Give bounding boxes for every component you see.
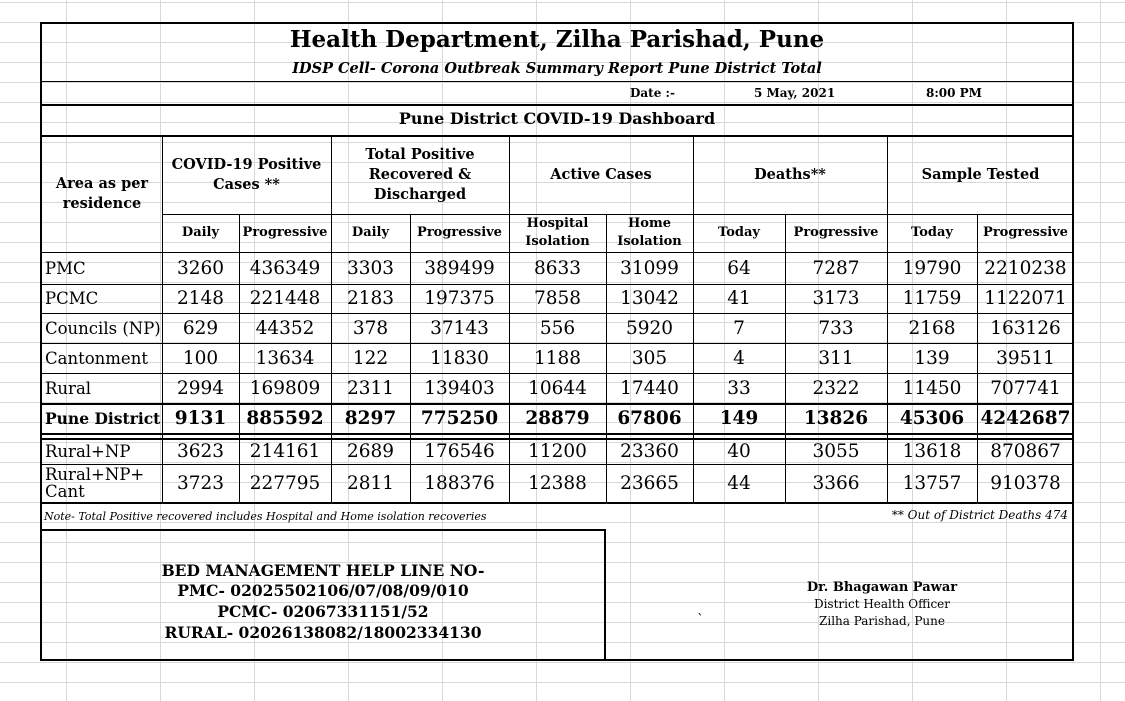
- subheader-today: Today: [718, 225, 760, 240]
- row-label: Rural+NP: [45, 442, 131, 461]
- table-cell: 2689: [346, 441, 395, 462]
- total-cell: 885592: [246, 408, 324, 429]
- date-label: Date :-: [630, 86, 675, 100]
- table-cell: 23665: [620, 472, 679, 494]
- total-cell: 13826: [803, 408, 869, 429]
- table-cell: 13618: [902, 441, 962, 462]
- table-cell: 3260: [176, 258, 225, 279]
- group-header-recovered: Total Positive Recovered & Discharged: [365, 145, 475, 203]
- row-label: PCMC: [45, 289, 99, 308]
- table-cell: 7287: [812, 258, 860, 279]
- report-subtitle: IDSP Cell- Corona Outbreak Summary Report Pune District Total: [292, 60, 822, 77]
- table-cell: 139403: [424, 377, 495, 399]
- helpline-rural: RURAL- 02026138082/18002334130: [164, 623, 482, 642]
- table-cell: 163126: [990, 317, 1061, 339]
- table-cell: 10644: [528, 377, 587, 399]
- dashboard-title: Pune District COVID-19 Dashboard: [398, 109, 716, 128]
- table-cell: 733: [818, 317, 854, 339]
- table-cell: 2311: [346, 377, 395, 399]
- table-cell: 12388: [528, 472, 587, 494]
- group-header-samples: Sample Tested: [921, 165, 1040, 183]
- subheader-progressive: Progressive: [983, 225, 1068, 240]
- table-cell: 64: [727, 258, 751, 279]
- row-label: Rural+NP+ Cant: [45, 465, 145, 501]
- table-cell: 4: [733, 347, 745, 369]
- total-bottom-line: [42, 433, 1072, 435]
- signature-block: [742, 579, 1022, 630]
- table-cell: 1122071: [984, 288, 1067, 309]
- table-cell: 100: [182, 347, 219, 369]
- table-cell: 122: [352, 347, 389, 369]
- total-cell: 67806: [617, 408, 682, 429]
- table-cell: 37143: [430, 317, 489, 339]
- table-cell: 39511: [996, 347, 1055, 369]
- total-cell: 8297: [344, 408, 397, 429]
- note-out-of-district: ** Out of District Deaths 474: [891, 508, 1068, 522]
- note-recovery: Note- Total Positive recovered includes Hospital and Home isolation recoveries: [44, 510, 487, 523]
- report-title: Health Department, Zilha Parishad, Pune: [289, 26, 825, 53]
- table-cell: 3366: [812, 472, 860, 494]
- table-cell: 31099: [620, 258, 679, 279]
- group-header-active: Active Cases: [550, 165, 652, 183]
- table-cell: 139: [914, 347, 950, 369]
- date-value: 5 May, 2021: [754, 86, 836, 100]
- subheader-today: Today: [911, 225, 953, 240]
- table-cell: 11450: [902, 377, 962, 399]
- group-header-positive: COVID-19 Positive Cases **: [171, 155, 322, 193]
- table-cell: 2148: [176, 288, 225, 309]
- helpline-box: [42, 529, 606, 661]
- table-cell: 707741: [990, 377, 1061, 399]
- table-cell: 169809: [249, 377, 321, 399]
- row-label: Rural: [45, 378, 92, 398]
- table-cell: 11759: [902, 288, 962, 309]
- subheader-progressive: Progressive: [417, 225, 502, 240]
- stray-mark: `: [697, 612, 704, 628]
- table-cell: 13757: [902, 472, 962, 494]
- table-cell: 3173: [812, 288, 860, 309]
- subheader-progressive: Progressive: [793, 225, 879, 240]
- table-cell: 19790: [902, 258, 962, 279]
- table-cell: 11830: [430, 347, 489, 369]
- group-header-deaths: Deaths**: [754, 165, 826, 183]
- subheader-daily: Daily: [351, 225, 390, 240]
- table-cell: 214161: [249, 441, 321, 462]
- table-cell: 23360: [620, 441, 679, 462]
- table-cell: 227795: [249, 472, 321, 494]
- table-cell: 2183: [346, 288, 395, 309]
- subheader-home-isolation: Home Isolation: [617, 216, 682, 249]
- table-cell: 2994: [176, 377, 225, 399]
- subheader-progressive: Progressive: [242, 225, 328, 240]
- header-divider: [42, 81, 1072, 82]
- table-cell: 44352: [255, 317, 315, 339]
- table-cell: 3723: [176, 472, 225, 494]
- table-cell: 8633: [533, 258, 582, 279]
- area-header: Area as per residence: [55, 174, 149, 212]
- table-cell: 197375: [424, 288, 495, 309]
- row-label: PMC: [45, 259, 86, 278]
- report-sheet: [40, 22, 1074, 661]
- signature-name: Dr. Bhagawan Pawar: [806, 580, 958, 595]
- table-cell: 13042: [620, 288, 679, 309]
- table-cell: 378: [352, 317, 389, 339]
- table-cell: 17440: [620, 377, 679, 399]
- table-cell: 44: [727, 472, 751, 494]
- table-cell: 629: [182, 317, 219, 339]
- table-bottom-line: [42, 502, 1072, 504]
- table-cell: 2811: [346, 472, 395, 494]
- table-cell: 556: [539, 317, 576, 339]
- table-cell: 33: [727, 377, 751, 399]
- table-cell: 3303: [346, 258, 395, 279]
- helpline-title: BED MANAGEMENT HELP LINE NO-: [161, 561, 485, 580]
- signature-office: Zilha Parishad, Pune: [819, 614, 945, 628]
- table-cell: 910378: [990, 472, 1061, 494]
- total-row-label: Pune District: [45, 409, 161, 428]
- table-cell: 221448: [249, 288, 321, 309]
- signature-designation: District Health Officer: [813, 597, 951, 611]
- table-cell: 176546: [424, 441, 495, 462]
- table-cell: 3623: [176, 441, 225, 462]
- table-cell: 311: [818, 347, 854, 369]
- time-value: 8:00 PM: [926, 86, 982, 100]
- table-cell: 389499: [424, 258, 495, 279]
- table-cell: 5920: [625, 317, 674, 339]
- table-cell: 1188: [533, 347, 582, 369]
- table-cell: 2168: [908, 317, 956, 339]
- helpline-pcmc: PCMC- 02067331151/52: [217, 602, 429, 621]
- table-cell: 2210238: [984, 258, 1067, 279]
- table-cell: 13634: [255, 347, 315, 369]
- table-cell: 870867: [990, 441, 1061, 462]
- row-label: Councils (NP): [45, 318, 161, 338]
- total-cell: 9131: [174, 408, 227, 429]
- table-cell: 188376: [424, 472, 495, 494]
- date-divider: [42, 104, 1072, 106]
- helpline-pmc: PMC- 02025502106/07/08/09/010: [177, 581, 469, 600]
- table-cell: 436349: [249, 258, 321, 279]
- table-cell: 40: [727, 441, 751, 462]
- table-cell: 41: [727, 288, 751, 309]
- total-cell: 45306: [899, 408, 965, 429]
- table-cell: 11200: [528, 441, 587, 462]
- total-cell: 28879: [525, 408, 590, 429]
- row-label: Cantonment: [45, 348, 148, 368]
- total-cell: 149: [719, 408, 759, 429]
- subheader-hospital-isolation: Hospital Isolation: [525, 216, 590, 249]
- total-cell: 775250: [420, 408, 499, 429]
- table-cell: 7858: [533, 288, 582, 309]
- subheader-daily: Daily: [181, 225, 220, 240]
- table-cell: 7: [733, 317, 745, 339]
- total-cell: 4242687: [980, 408, 1071, 429]
- table-cell: 2322: [812, 377, 860, 399]
- table-cell: 3055: [812, 441, 860, 462]
- table-cell: 305: [631, 347, 668, 369]
